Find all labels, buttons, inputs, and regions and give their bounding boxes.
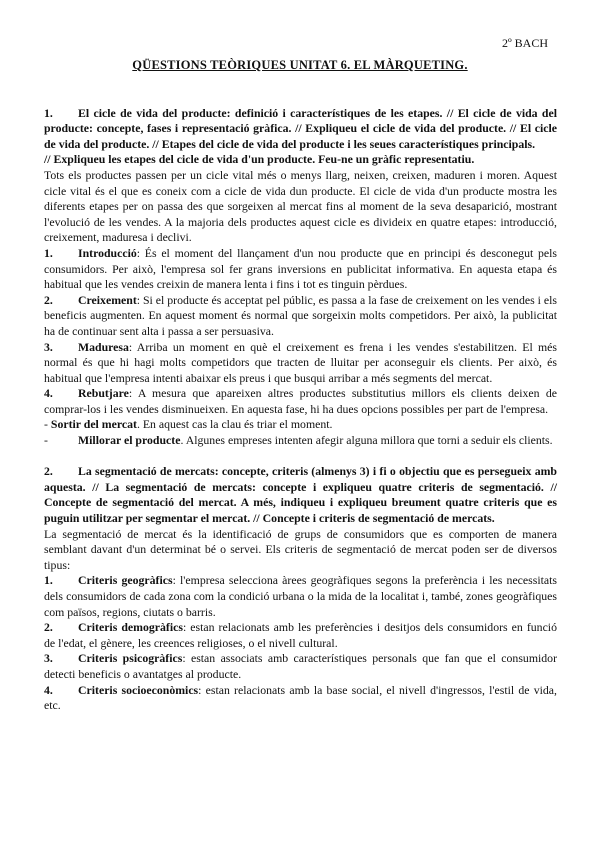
- stage-number: 1.: [44, 245, 53, 260]
- criteria-text: : estan associats amb característiques personals que fan que el consumidor detecti beneficis o avantatges al producte.: [44, 651, 558, 681]
- criteria-number: 3.: [44, 651, 53, 666]
- criteria-number: 4.: [44, 682, 53, 697]
- stage-number: 2.: [44, 292, 53, 307]
- criteria-text: : l'empresa selecciona àrees geogràfiques segons la preferència i les necessitats dels consumidors de cada zona com la condició urbana o la mida de la localitat i, també, zones geogràfiques com països, regions, ciutats o barris.: [44, 573, 557, 619]
- stage-text: : Si el producte és acceptat pel públic, es passa a la fase de creixement on les vendes i els beneficis augmenten. En aquest moment és normal que sorgeixin molts competidors. Per això, la publicitat ha de continuar sent alta i passa a ser persuasiva.: [44, 292, 557, 338]
- option-item: [44, 417, 557, 433]
- stage-item: [44, 293, 557, 340]
- stage-item: [44, 386, 557, 417]
- question-2: [44, 464, 557, 526]
- option-text: . En aquest cas la clau és triar el moment.: [136, 417, 333, 432]
- course-label: 2º BACH: [501, 36, 548, 50]
- criteria-text: : estan relacionats amb les preferències i desitjos dels consumidors en funció de l'edat, el gènere, les creences religioses, o el nivell cultural.: [44, 620, 557, 650]
- criteria-item: [44, 683, 557, 714]
- question-2-text: La segmentació de mercats: concepte, criteris (almenys 3) i fi o objectiu que es persegueix amb aquesta. // La segmentació de mercats: concepte i expliqueu quatre criteris de segmentació. // Concepte de segmentació del mercat. A més, indiqueu i expliqueu breument quatre criteris que es puguin utilitzar per segmentar el mercat. // Concepte i criteris de segmentació de mercats.: [44, 464, 557, 526]
- page-title: QÜESTIONS TEÒRIQUES UNITAT 6. EL MÀRQUETING.: [132, 58, 468, 72]
- question-1-extra: // Expliqueu les etapes del cicle de vida d'un producte. Feu-ne un gràfic representatiu.: [44, 152, 475, 167]
- option-dash: -: [44, 433, 48, 448]
- stage-text: : És el moment del llançament d'un nou producte que en principi és desconegut pels consumidors. Per això, l'empresa sol fer grans inversions en publicitat informativa. En aquesta etapa és habitual que les vendes creixin de manera lenta i fins i tot es tinguin pèrdues.: [44, 245, 557, 292]
- question-1-intro: Tots els productes passen per un cicle vital més o menys llarg, neixen, creixen, maduren i moren. Aquest cicle vital és el que es coneix com a cicle de vida dun producte. El cicle de vida d'un producte mostra les diferents etapes per on passa des que sorgeixen al mercat fins al moment de la seva desaparició, mostrant l'evolució de les vendes. A la majoria dels productes aquest cicle es divideix en quatre etapes: introducció, creixement, maduresa i declivi.: [44, 167, 557, 245]
- criteria-text: : estan relacionats amb la base social, el nivell d'ingressos, l'estil de vida, etc.: [44, 682, 557, 713]
- question-1: [44, 106, 557, 153]
- criteria-item: [44, 573, 557, 620]
- criteria-item: [44, 651, 557, 682]
- criteria-item: [44, 620, 557, 651]
- criteria-term: Criteris geogràfics: [78, 573, 173, 588]
- stage-term: Creixement: [78, 292, 137, 307]
- stage-item: [44, 340, 557, 387]
- option-dash: -: [44, 417, 48, 432]
- stage-text: : A mesura que apareixen altres productes substitutius millors els clients deixen de comprar-los i les vendes disminueixen. En aquesta fase, hi ha dues opcions possibles per part de l'empresa.: [44, 386, 557, 416]
- criteria-term: Criteris psicogràfics: [78, 651, 183, 666]
- criteria-number: 1.: [44, 573, 53, 588]
- question-2-intro: La segmentació de mercat és la identificació de grups de consumidors que es comporten de manera semblant davant d'un determinat bé o servei. Els criteris de segmentació de mercat poden ser de diversos tipus:: [44, 526, 557, 572]
- question-1-number: 1.: [44, 105, 53, 120]
- stage-term: Introducció: [78, 245, 137, 260]
- stage-item: [44, 246, 557, 293]
- question-2-number: 2.: [44, 464, 53, 479]
- document-body: [44, 90, 557, 714]
- question-1-text: El cicle de vida del producte: definició i característiques de les etapes. // El cicle de vida del producte: concepte, fases i representació gràfica. // Expliqueu el cicle de vida del producte. // El cicle de vida del producte. // Etapes del cicle de vida del producte i les seues característiques principals.: [44, 105, 557, 151]
- option-item: [44, 433, 557, 449]
- criteria-number: 2.: [44, 620, 53, 635]
- option-term: Millorar el producte: [78, 433, 181, 448]
- criteria-term: Criteris socioeconòmics: [78, 682, 199, 697]
- stage-number: 4.: [44, 386, 53, 401]
- stage-term: Rebutjare: [78, 386, 129, 401]
- stage-term: Maduresa: [78, 339, 129, 354]
- option-text: . Algunes empreses intenten afegir alguna millora que torni a seduir els clients.: [180, 433, 553, 448]
- criteria-term: Criteris demogràfics: [78, 620, 183, 635]
- option-term: Sortir del mercat: [50, 417, 137, 432]
- stage-text: : Arriba un moment en què el creixement es frena i les vendes s'estabilitzen. El més normal és que hi hagi molts competidors que tracten de lluitar per aconseguir els clients. Per això, és habitual que l'empresa intenti abaixar els preus i que busqui arribar a més segments del mercat.: [44, 339, 557, 385]
- stage-number: 3.: [44, 339, 53, 354]
